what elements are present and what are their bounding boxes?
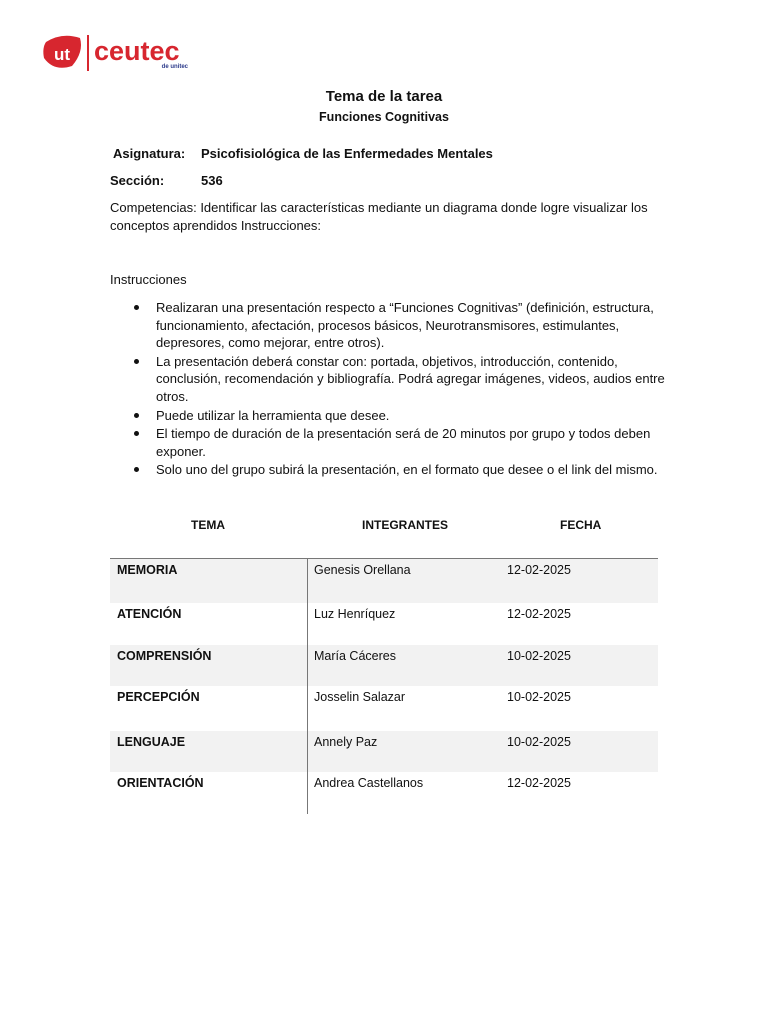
cell-integrante: Josselin Salazar xyxy=(314,690,406,704)
section-value: 536 xyxy=(201,173,223,188)
header-tema: TEMA xyxy=(191,518,225,532)
table-header xyxy=(110,512,658,559)
table-row xyxy=(110,772,658,814)
cell-tema: MEMORIA xyxy=(117,563,178,577)
list-item: El tiempo de duración de la presentación será de 20 minutos por grupo y todos deben exponer. xyxy=(110,425,670,460)
cell-fecha: 10-02-2025 xyxy=(507,735,571,749)
cell-fecha: 12-02-2025 xyxy=(507,563,571,577)
assignment-table xyxy=(110,512,658,814)
competencias-text: Competencias: Identificar las características mediante un diagrama donde logre visualizar los conceptos aprendidos Instrucciones: xyxy=(110,200,648,233)
list-item: Realizaran una presentación respecto a “Funciones Cognitivas” (definición, estructura, funcionamiento, afectación, procesos básicos, Neurotransmisores, estimulantes, depresores, como mejorar, entre otros). xyxy=(110,299,670,352)
cell-integrante: Andrea Castellanos xyxy=(314,776,424,790)
table-column-divider xyxy=(307,558,308,814)
cell-fecha: 12-02-2025 xyxy=(507,607,571,621)
cell-tema: PERCEPCIÓN xyxy=(117,690,200,704)
ceutec-logo xyxy=(42,32,202,74)
logo-name: ceutec xyxy=(94,36,180,66)
page-subtitle: Funciones Cognitivas xyxy=(319,110,449,124)
ceutec-logo-mark xyxy=(42,32,202,74)
cell-integrante: Genesis Orellana xyxy=(314,563,411,577)
list-item: Solo uno del grupo subirá la presentación, en el formato que desee o el link del mismo. xyxy=(110,461,670,479)
header-fecha: FECHA xyxy=(560,518,602,532)
cell-tema: COMPRENSIÓN xyxy=(117,649,212,663)
table-row xyxy=(110,731,658,772)
cell-integrante: Annely Paz xyxy=(314,735,378,749)
list-item: Puede utilizar la herramienta que desee. xyxy=(110,407,670,425)
cell-integrante: Luz Henríquez xyxy=(314,607,396,621)
logo-tagline: de unitec xyxy=(161,64,188,70)
table-row xyxy=(110,559,658,603)
table-row xyxy=(110,645,658,686)
instructions-list xyxy=(110,299,670,480)
table-row xyxy=(110,686,658,731)
cell-tema: LENGUAJE xyxy=(117,735,186,749)
title-block xyxy=(0,88,768,124)
cell-fecha: 10-02-2025 xyxy=(507,649,571,663)
page-title: Tema de la tarea xyxy=(325,88,443,105)
subject-label: Asignatura: xyxy=(113,146,186,161)
logo-initials: ut xyxy=(53,45,71,64)
cell-tema: ORIENTACIÓN xyxy=(117,776,204,790)
header-integrantes: INTEGRANTES xyxy=(362,518,449,532)
cell-fecha: 12-02-2025 xyxy=(507,776,571,790)
cell-tema: ATENCIÓN xyxy=(117,607,182,621)
list-item: La presentación deberá constar con: portada, objetivos, introducción, contenido, conclusión, recomendación y bibliografía. Podrá agregar imágenes, videos, audios entre otros. xyxy=(110,353,670,406)
subject-value: Psicofisiológica de las Enfermedades Mentales xyxy=(201,146,493,161)
subject-row xyxy=(110,146,493,161)
cell-fecha: 10-02-2025 xyxy=(507,690,571,704)
section-label: Sección: xyxy=(110,173,165,188)
table-row xyxy=(110,603,658,645)
cell-integrante: María Cáceres xyxy=(314,649,396,663)
section-row xyxy=(110,173,223,188)
instructions-heading: Instrucciones xyxy=(110,272,187,287)
